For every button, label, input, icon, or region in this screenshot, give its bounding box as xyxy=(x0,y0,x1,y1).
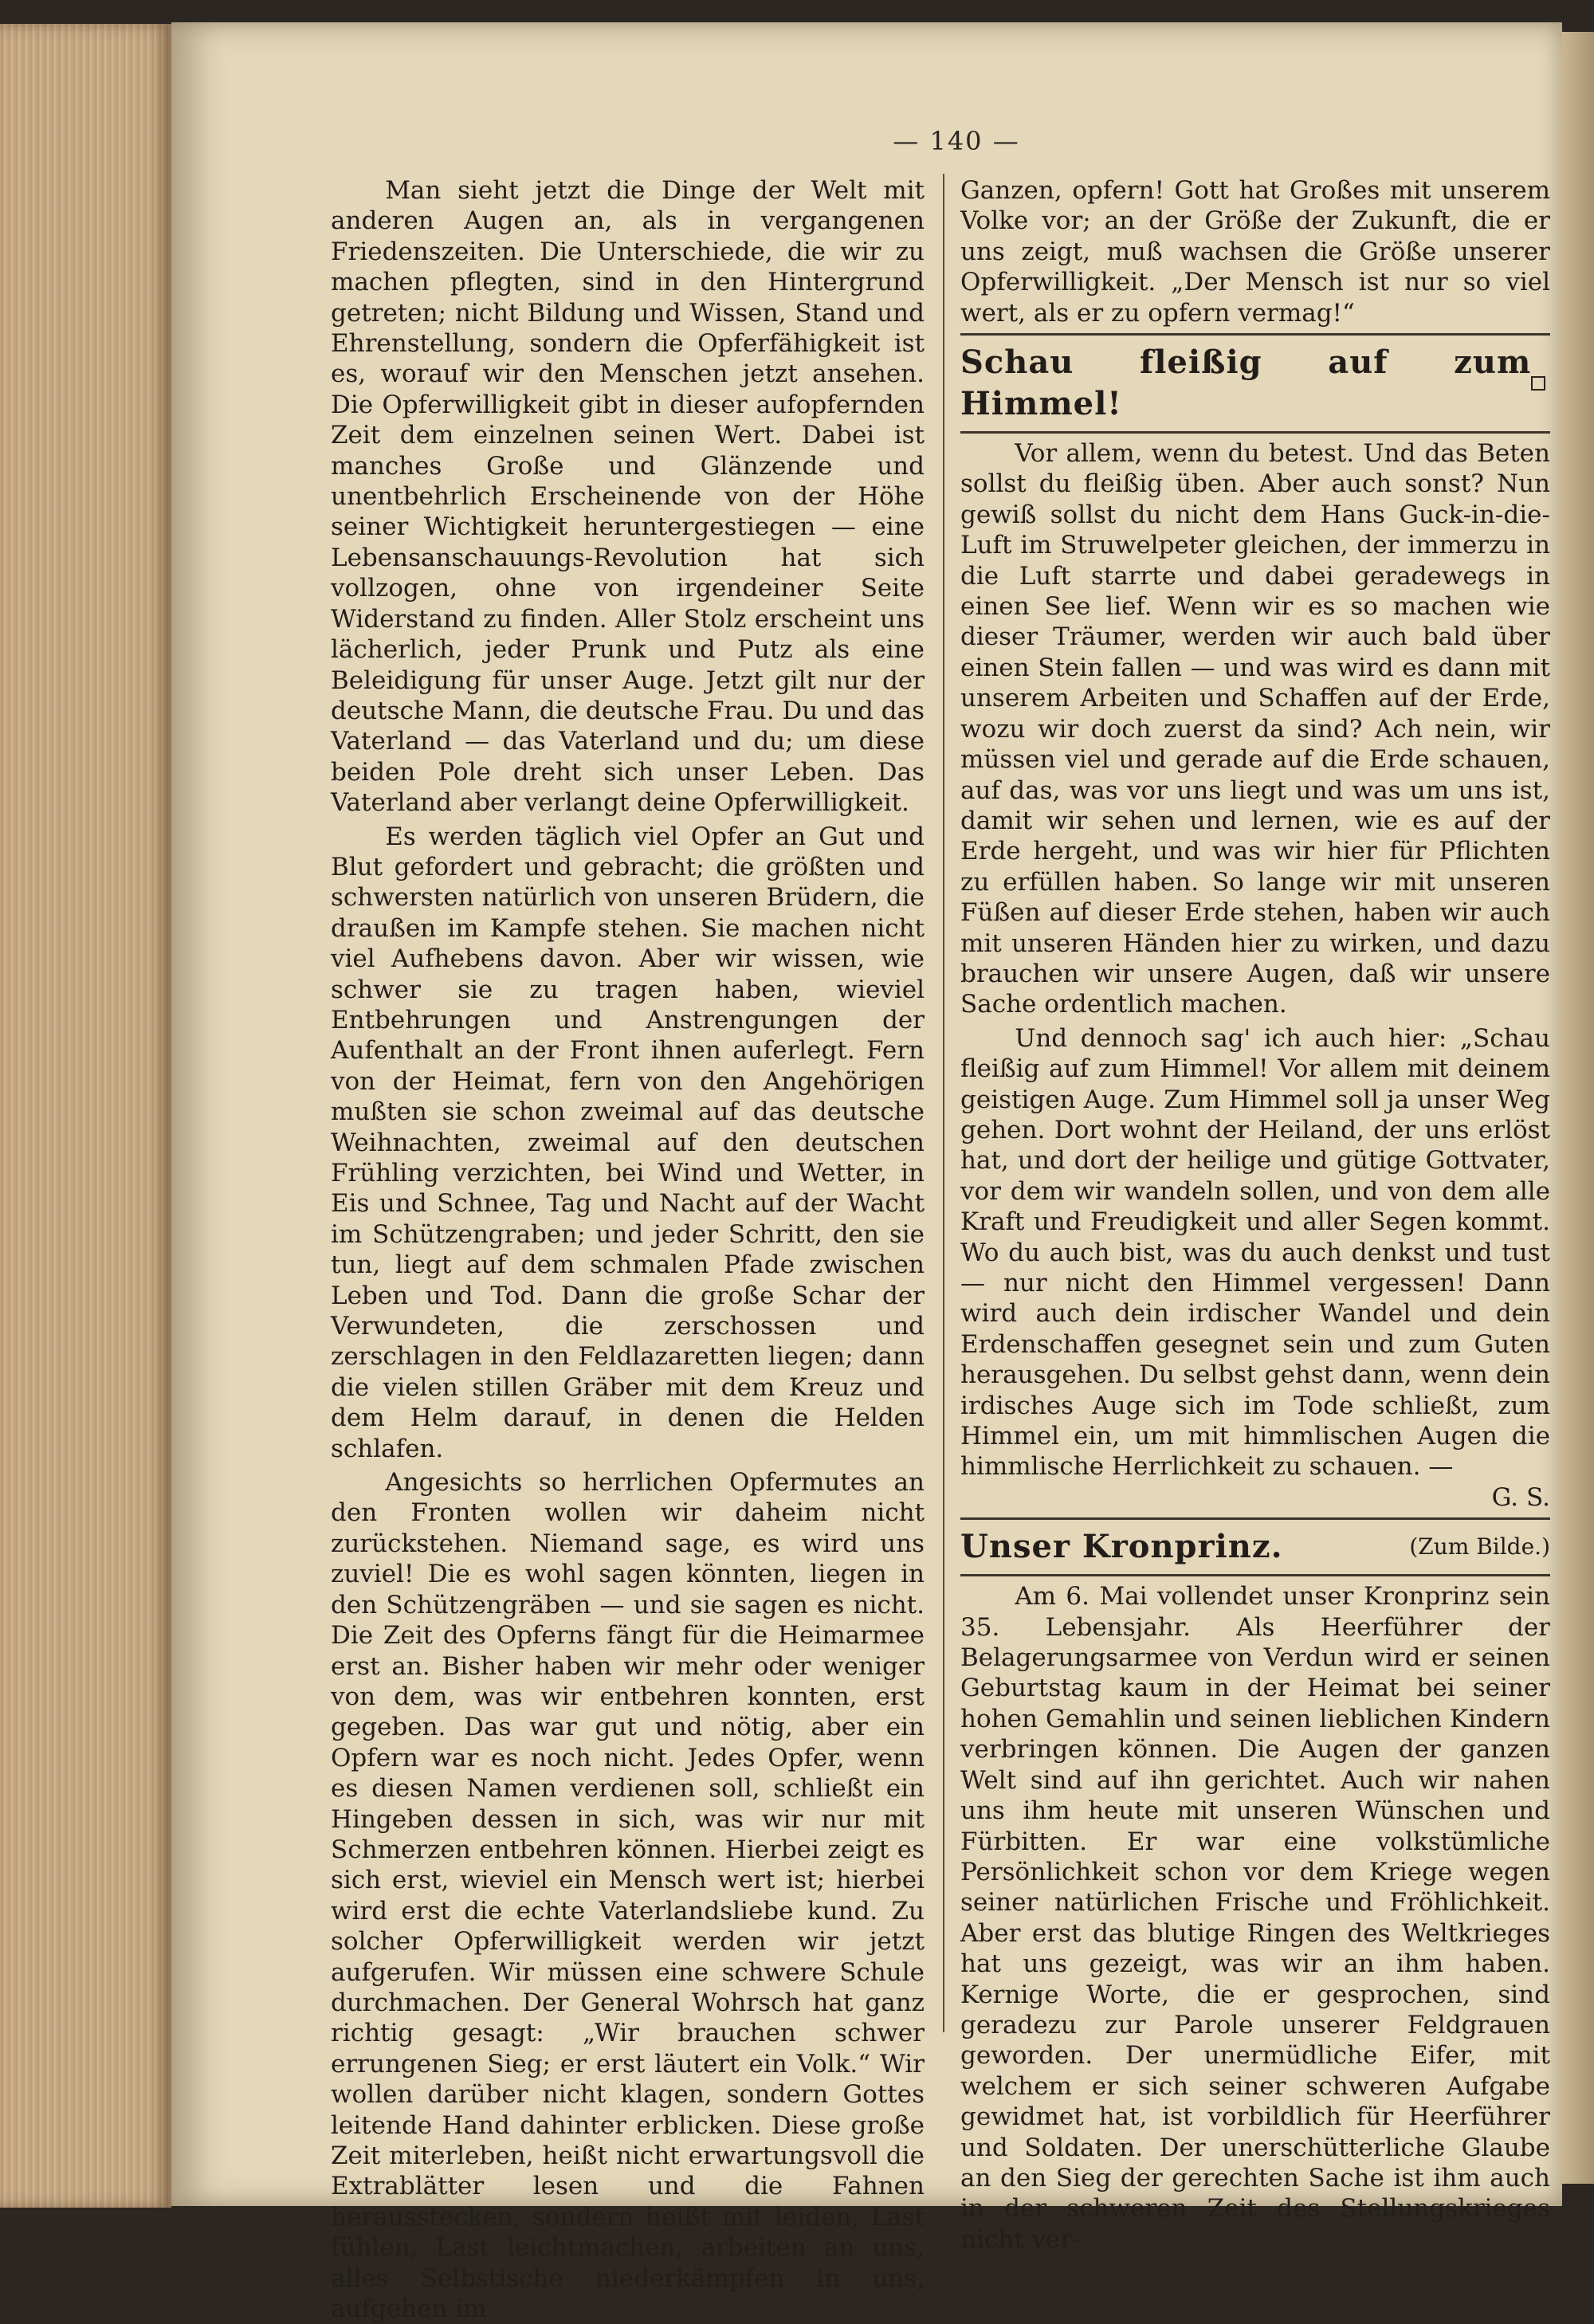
next-page-edge xyxy=(1562,32,1594,2184)
left-paragraph-1: Man sieht jetzt die Dinge der Welt mit anderen Augen an, als in vergangenen Friedenszeiten. Die Unterschiede, die wir zu machen pflegten, sind in den Hintergrund getreten; nicht Bildung und Wissen, Stand und Ehrenstellung, sondern die Opferfähigkeit ist es, worauf wir den Menschen jetzt ansehen. Die Opferwilligkeit gibt in dieser aufopfernden Zeit dem einzelnen seinen Wert. Dabei ist manches Große und Glänzende und unentbehrlich Erscheinende von der Höhe seiner Wichtigkeit heruntergestiegen — eine Lebensanschauungs-Revolution hat sich vollzogen, ohne von irgendeiner Seite Widerstand zu finden. Aller Stolz erscheint uns lächerlich, jeder Prunk und Putz als eine Beleidigung für unser Auge. Jetzt gilt nur der deutsche Mann, die deutsche Frau. Du und das Vaterland — das Vaterland und du; um diese beiden Pole dreht sich unser Leben. Das Vaterland aber verlangt deine Opferwilligkeit. xyxy=(331,176,925,818)
continuation-paragraph: Ganzen, opfern! Gott hat Großes mit unserem Volke vor; an der Größe der Zukunft, die er uns zeigt, muß wachsen die Größe unserer Opferwilligkeit. „Der Mensch ist nur so viel wert, als er zu opfern vermag!“ xyxy=(960,176,1550,328)
left-paragraph-2: Es werden täglich viel Opfer an Gut und Blut gefordert und gebracht; die größten und schwersten natürlich von unseren Brüdern, die draußen im Kampfe stehen. Sie machen nicht viel Aufhebens davon. Aber wir wissen, wie schwer sie zu tragen haben, wieviel Entbehrungen und Anstrengungen der Aufenthalt an der Front ihnen auferlegt. Fern von der Heimat, fern von den Angehörigen mußten sie schon zweimal auf das deutsche Weihnachten, zweimal auf den deutschen Frühling verzichten, bei Wind und Wetter, in Eis und Schnee, Tag und Nacht auf der Wacht im Schützengraben; und jeder Schritt, den sie tun, liegt auf dem schmalen Pfade zwischen Leben und Tod. Dann die große Schar der Verwundeten, die zerschossen und zerschlagen in den Feldlazaretten liegen; dann die vielen stillen Gräber mit dem Kreuz und dem Helm darauf, in denen die Helden schlafen. xyxy=(331,822,925,1463)
article-note: (Zum Bilde.) xyxy=(1409,1533,1550,1560)
section-rule-bottom-2 xyxy=(960,1574,1550,1576)
section-rule-top xyxy=(960,333,1550,336)
square-ornament-icon xyxy=(1531,376,1545,391)
article-paragraph-2: Und dennoch sag' ich auch hier: „Schau fleißig auf zum Himmel! Vor allem mit deinem geistigen Auge. Zum Himmel soll ja unser Weg gehen. Dort wohnt der Heiland, der uns erlöst hat, und dort der heilige und gütige Gottvater, vor dem wir wandeln sollen, und von dem alle Kraft und Freudigkeit und aller Segen kommt. Wo du auch bist, was du auch denkst und tust — nur nicht den Himmel vergessen! Dann wird auch dein irdischer Wandel und dein Erdenschaffen gesegnet sein und zum Guten herausgehen. Du selbst gehst dann, wenn dein irdisches Auge sich im Tode schließt, zum Himmel ein, um mit himmlischen Augen die himmlische Herrlichkeit zu schauen. — xyxy=(960,1023,1550,1482)
left-paragraph-3: Angesichts so herrlichen Opfermutes an den Fronten wollen wir daheim nicht zurückstehen. Niemand sage, es wird uns zuviel! Die es wohl sagen könnten, liegen in den Schützengräben — und sie sagen es nicht. Die Zeit des Opferns fängt für die Heimarmee erst an. Bisher haben wir mehr oder weniger von dem, was wir entbehren konnten, erst gegeben. Das war gut und nötig, aber ein Opfern war es noch nicht. Jedes Opfer, wenn es diesen Namen verdienen soll, schließt ein Hingeben dessen in sich, was wir nur mit Schmerzen entbehren können. Hierbei zeigt es sich erst, wieviel ein Mensch wert ist; hierbei wird erst die echte Vaterlandsliebe kund. Zu solcher Opferwilligkeit werden wir jetzt aufgerufen. Wir müssen eine schwere Schule durchmachen. Der General Wohrsch hat ganz richtig gesagt: „Wir brauchen schwer errungenen Sieg; er erst läutert ein Volk.“ Wir wollen darüber nicht klagen, sondern Gottes leitende Hand dahinter erblicken. Diese große Zeit miterleben, heißt nicht erwartungsvoll die Extrablätter lesen und die Fahnen herausstecken, sondern heißt mit leiden, Last fühlen, Last leichtmachen, arbeiten an uns, alles Selbstische niederkämpfen in uns, aufgehen im xyxy=(331,1468,925,2324)
section-rule-top-2 xyxy=(960,1517,1550,1520)
section-rule-bottom xyxy=(960,431,1550,434)
column-divider xyxy=(943,174,944,2032)
article-paragraph-1: Vor allem, wenn du betest. Und das Beten sollst du fleißig üben. Aber auch sonst? Nun gewiß sollst du nicht dem Hans Guck-in-die-Luft im Struwelpeter gleichen, der immerzu in die Luft starrte und dabei geradewegs in einen See lief. Wenn wir es so machen wie dieser Träumer, werden wir auch bald über einen Stein fallen — und was wird es dann mit unserem Arbeiten und Schaffen auf der Erde, wozu wir doch zuerst da sind? Ach nein, wir müssen viel und gerade auf die Erde schauen, auf das, was vor uns liegt und was um uns ist, damit wir sehen und lernen, wie es auf der Erde hergeht, und was wir hier für Pflichten zu erfüllen haben. So lange wir mit unseren Füßen auf dieser Erde stehen, haben wir auch mit unseren Händen hier zu wirken, und dazu brauchen wir unsere Augen, daß wir unsere Sache ordentlich machen. xyxy=(960,439,1550,1019)
signature-row xyxy=(960,1482,1550,1513)
article-signature: G. S. xyxy=(1491,1482,1550,1512)
page-number: — 140 — xyxy=(893,126,1020,156)
article-heading xyxy=(960,340,1550,426)
article-title-2: Unser Kronprinz. xyxy=(960,1528,1283,1566)
article-title: Schau fleißig auf zum Himmel! xyxy=(960,343,1532,423)
article-2-paragraph: Am 6. Mai vollendet unser Kronprinz sein 35. Lebensjahr. Als Heerführer der Belagerungsarmee von Verdun wird er seinen Geburtstag kaum in der Heimat bei seiner hohen Gemahlin und seinen lieblichen Kindern verbringen können. Die Augen der ganzen Welt sind auf ihn gerichtet. Auch wir nahen uns ihm heute mit unseren Wünschen und Fürbitten. Er war eine volkstümliche Persönlichkeit schon vor dem Kriege wegen seiner natürlichen Frische und Fröhlichkeit. Aber erst das blutige Ringen des Weltkrieges hat uns gezeigt, was wir an ihm haben. Kernige Worte, die er gesprochen, sind geradezu zur Parole unserer Feldgrauen geworden. Der unermüdliche Eifer, mit welchem er sich seiner schweren Aufgabe gewidmet hat, ist vorbildlich für Heerführer und Soldaten. Der unerschütterliche Glaube an den Sieg der gerechten Sache ist ihm auch in der schweren Zeit des Stellungskrieges nicht ver- xyxy=(960,1582,1550,2254)
right-column xyxy=(960,175,1550,2255)
book-page-edges xyxy=(0,24,171,2208)
article-heading-2 xyxy=(960,1525,1550,1569)
left-column xyxy=(331,175,925,2324)
